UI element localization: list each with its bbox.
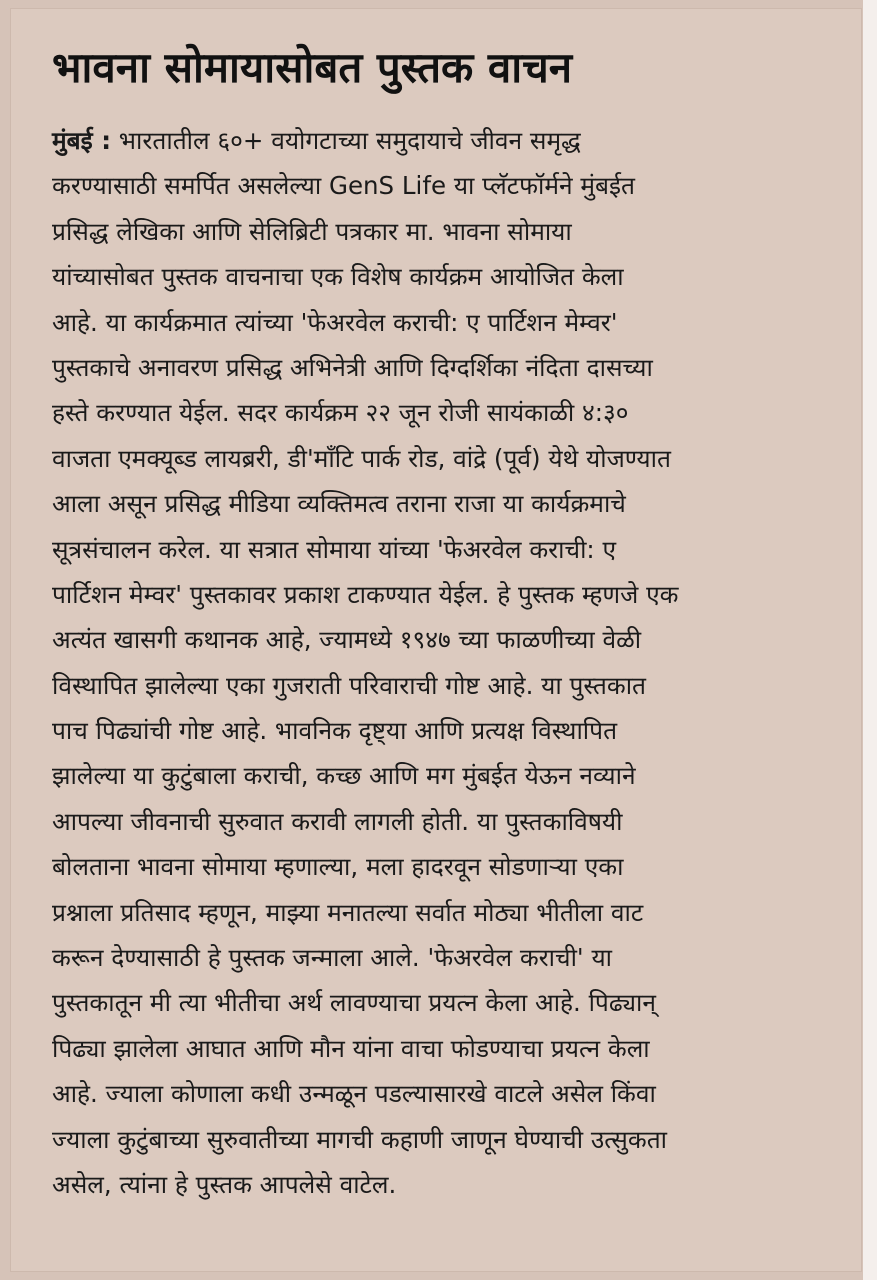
article-headline: भावना सोमायासोबत पुस्तक वाचन — [52, 43, 573, 92]
article-line: विस्थापित झालेल्या एका गुजराती परिवाराची गोष्ट आहे. या पुस्तकात — [52, 670, 647, 700]
newspaper-clipping — [10, 8, 862, 1272]
article-line: वाजता एमक्यूब्ड लायब्ररी, डी'मॉंटि पार्क रोड, वांद्रे (पूर्व) येथे योजण्यात — [52, 443, 671, 473]
article-line: ज्याला कुटुंबाच्या सुरुवातीच्या मागची कहाणी जाणून घेण्याची उत्सुकता — [52, 1124, 667, 1154]
article-line-text: भारतातील ६०+ वयोगटाच्या समुदायाचे जीवन समृद्ध — [111, 126, 581, 155]
article-line: करण्यासाठी समर्पित असलेल्या GenS Life या प्लॅटफॉर्मने मुंबईत — [52, 171, 636, 201]
article-line: असेल, त्यांना हे पुस्तक आपलेसे वाटेल. — [52, 1169, 397, 1199]
article-line: पाच पिढ्यांची गोष्ट आहे. भावनिक दृष्ट्या आणि प्रत्यक्ष विस्थापित — [52, 716, 618, 746]
article-line: बोलताना भावना सोमाया म्हणाल्या, मला हादरवून सोडणाऱ्या एका — [52, 852, 624, 882]
article-line: हस्ते करण्यात येईल. सदर कार्यक्रम २२ जून रोजी सायंकाळी ४:३० — [52, 398, 629, 428]
article-line: प्रश्नाला प्रतिसाद म्हणून, माझ्या मनातल्या सर्वात मोठ्या भीतीला वाट — [52, 897, 644, 927]
article-line — [52, 118, 842, 163]
article-line: आहे. या कार्यक्रमात त्यांच्या 'फेअरवेल कराची: ए पार्टिशन मेम्वर' — [52, 307, 618, 337]
article-line: आहे. ज्याला कोणाला कधी उन्मळून पडल्यासारखे वाटले असेल किंवा — [52, 1079, 656, 1109]
article-line: झालेल्या या कुटुंबाला कराची, कच्छ आणि मग मुंबईत येऊन नव्याने — [52, 761, 636, 791]
article-line: प्रसिद्ध लेखिका आणि सेलिब्रिटी पत्रकार मा. भावना सोमाया — [52, 216, 572, 246]
article-line: यांच्यासोबत पुस्तक वाचनाचा एक विशेष कार्यक्रम आयोजित केला — [52, 262, 624, 292]
page-edge — [863, 0, 877, 1280]
article-line: पार्टिशन मेम्वर' पुस्तकावर प्रकाश टाकण्यात येईल. हे पुस्तक म्हणजे एक — [52, 579, 679, 609]
article-line: करून देण्यासाठी हे पुस्तक जन्माला आले. 'फेअरवेल कराची' या — [52, 943, 613, 973]
article-line: आला असून प्रसिद्ध मीडिया व्यक्तिमत्व तराना राजा या कार्यक्रमाचे — [52, 489, 626, 519]
article-line: पुस्तकाचे अनावरण प्रसिद्ध अभिनेत्री आणि दिग्दर्शिका नंदिता दासच्या — [52, 352, 653, 382]
article-line: अत्यंत खासगी कथानक आहे, ज्यामध्ये १९४७ च्या फाळणीच्या वेळी — [52, 625, 642, 655]
article-line: सूत्रसंचालन करेल. या सत्रात सोमाया यांच्या 'फेअरवेल कराची: ए — [52, 534, 617, 564]
article-line: आपल्या जीवनाची सुरुवात करावी लागली होती. या पुस्तकाविषयी — [52, 806, 623, 836]
article-dateline: मुंबई : — [52, 126, 111, 155]
article-body — [52, 118, 842, 1207]
article-line: पुस्तकातून मी त्या भीतीचा अर्थ लावण्याचा प्रयत्न केला आहे. पिढ्यान् — [52, 988, 656, 1018]
article-line: पिढ्या झालेला आघात आणि मौन यांना वाचा फोडण्याचा प्रयत्न केला — [52, 1033, 650, 1063]
